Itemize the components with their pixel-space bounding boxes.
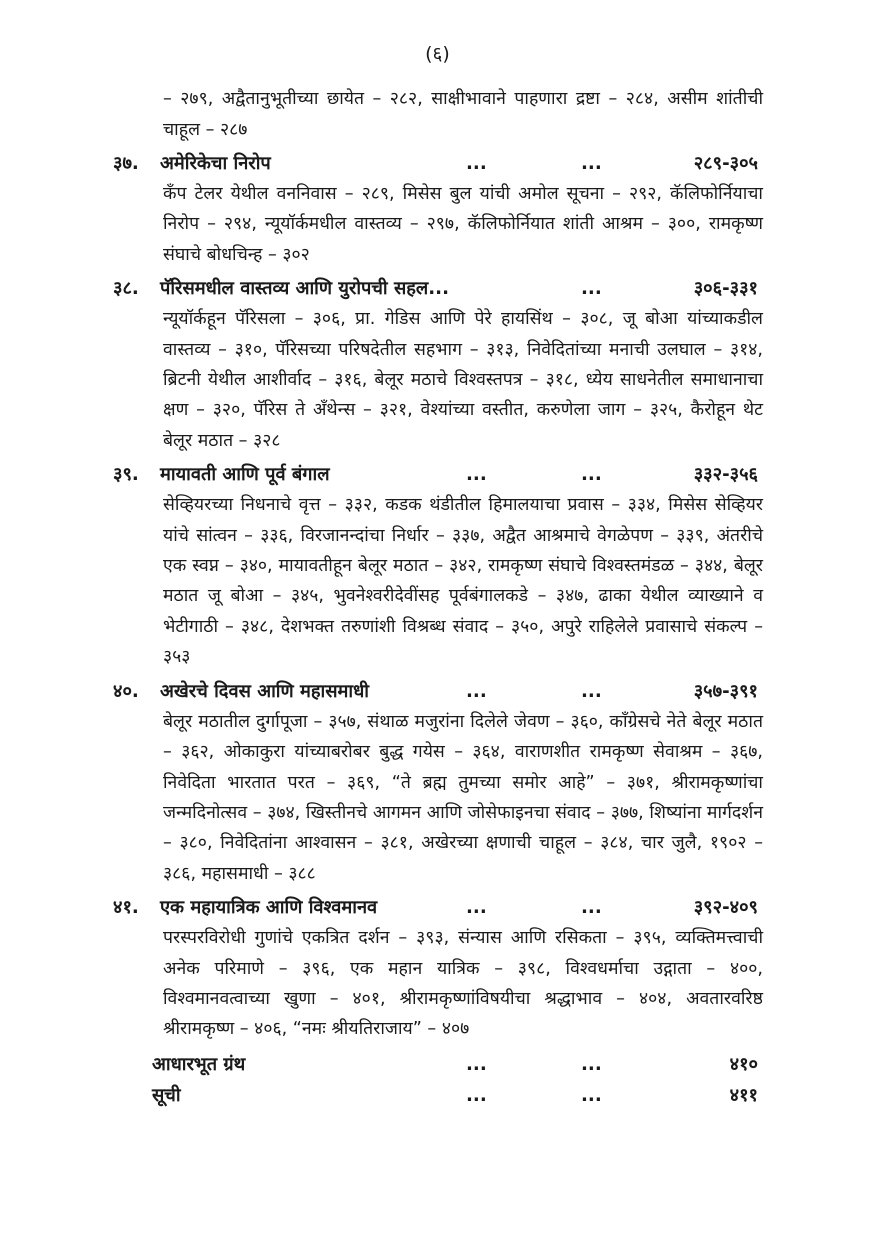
- leader-dots: ...: [466, 1084, 487, 1106]
- chapter-title: एक महायात्रिक आणि विश्वमानव: [160, 897, 378, 919]
- chapter-title: मायावती आणि पूर्व बंगाल: [160, 464, 330, 486]
- chapter-heading: [0, 460, 875, 490]
- chapter-37: [0, 149, 875, 270]
- chapter-heading: [0, 274, 875, 304]
- continuation-text: – २७९, अद्वैतानुभूतीच्या छायेत – २८२, साक्षीभावाने पाहणारा द्रष्टा – २८४, असीम शांतीची चाहूल – २८७: [163, 89, 763, 140]
- chapter-topics: परस्परविरोधी गुणांचे एकत्रित दर्शन – ३९३, संन्यास आणि रसिकता – ३९५, व्यक्तिमत्त्वाची अनेक परिमाणे – ३९६, एक महान यात्रिक – ३९८, विश्वधर्माचा उद्गाता – ४००, विश्वमानवत्वाच्या खुणा – ४०१, श्रीरामकृष्णांविषयीचा श्रद्धाभाव – ४०४, अवतारवरिष्ठ श्रीरामकृष्ण – ४०६, “नमः श्रीयतिराजाय” – ४०७: [163, 928, 763, 1040]
- chapter-title: पॅरिसमधील वास्तव्य आणि युरोपची सहल...: [160, 278, 449, 300]
- leader-dots: ...: [581, 1053, 602, 1075]
- chapter-heading: [0, 677, 875, 707]
- leader-dots: ...: [581, 680, 602, 702]
- chapter-number: ३७.: [113, 153, 139, 174]
- bibliography-entry: [0, 1049, 875, 1080]
- leader-dots: ...: [581, 464, 602, 486]
- entry-label: सूची: [152, 1084, 181, 1106]
- table-of-contents: [0, 84, 875, 1111]
- entry-pages: ४१०: [729, 1053, 758, 1075]
- chapter-pages: ३०६-३३१: [693, 278, 758, 300]
- chapter-38: [0, 274, 875, 456]
- chapter-number: ४०.: [113, 680, 139, 702]
- chapter-pages: ३३२-३५६: [693, 464, 758, 486]
- leader-dots: ...: [581, 1084, 602, 1106]
- chapter-topics: न्यूयॉर्कहून पॅरिसला – ३०६, प्रा. गेडिस आणि पेरे हायसिंथ – ३०८, जू बोआ यांच्याकडील वास्तव्य – ३१०, पॅरिसच्या परिषदेतील सहभाग – ३१३, निवेदितांच्या मनाची उलघाल – ३१४, ब्रिटनी येथील आशीर्वाद – ३१६, बेलूर मठाचे विश्वस्तपत्र – ३१८, ध्येय साधनेतील समाधानाचा क्षण – ३२०, पॅरिस ते अँथेन्स – ३२१, वेश्यांच्या वस्तीत, करुणेला जाग – ३२५, कैरोहून थेट बेलूर मठात – ३२८: [163, 309, 763, 451]
- leader-dots: ...: [466, 464, 487, 486]
- chapter-40: [0, 677, 875, 889]
- leader-dots: ...: [581, 153, 602, 174]
- chapter-number: ४१.: [113, 897, 139, 919]
- leader-dots: ...: [581, 897, 602, 919]
- page-number: (६): [425, 43, 450, 65]
- chapter-pages: ३९२-४०९: [693, 897, 758, 919]
- leader-dots: ...: [466, 1053, 487, 1075]
- index-entry: [0, 1080, 875, 1111]
- chapter-title: अखेरचे दिवस आणि महासमाधी: [160, 680, 370, 702]
- chapter-heading: [0, 893, 875, 923]
- chapter-heading: [0, 149, 875, 179]
- chapter-topics: कँप टेलर येथील वननिवास – २८९, मिसेस बुल यांची अमोल सूचना – २९२, कॅलिफोर्नियाचा निरोप – २९४, न्यूयॉर्कमधील वास्तव्य – २९७, कॅलिफोर्नियात शांती आश्रम – ३००, रामकृष्ण संघाचे बोधचिन्ह – ३०२: [163, 184, 763, 265]
- chapter-number: ३९.: [113, 464, 139, 486]
- chapter-pages: २८९-३०५: [693, 153, 758, 174]
- leader-dots: ...: [466, 897, 487, 919]
- leader-dots: ...: [581, 278, 602, 300]
- entry-pages: ४११: [729, 1084, 758, 1106]
- chapter-number: ३८.: [113, 278, 139, 300]
- entry-label: आधारभूत ग्रंथ: [152, 1053, 246, 1075]
- chapter-39: [0, 460, 875, 672]
- chapter-topics: सेव्हियरच्या निधनाचे वृत्त – ३३२, कडक थंडीतील हिमालयाचा प्रवास – ३३४, मिसेस सेव्हियर यांचे सांत्वन – ३३६, विरजानन्दांचा निर्धार – ३३७, अद्वैत आश्रमाचे वेगळेपण – ३३९, अंतरीचे एक स्वप्न – ३४०, मायावतीहून बेलूर मठात – ३४२, रामकृष्ण संघाचे विश्वस्तमंडळ – ३४४, बेलूर मठात जू बोआ – ३४५, भुवनेश्वरीदेवींसह पूर्वबंगालकडे – ३४७, ढाका येथील व्याख्याने व भेटीगाठी – ३४८, देशभक्त तरुणांशी विश्रब्ध संवाद – ३५०, अपुरे राहिलेले प्रवासाचे संकल्प – ३५३: [163, 495, 763, 668]
- chapter-41: [0, 893, 875, 1045]
- leader-dots: ...: [466, 680, 487, 702]
- leader-dots: ...: [466, 153, 487, 174]
- chapter-title: अमेरिकेचा निरोप: [160, 153, 271, 174]
- chapter-topics: बेलूर मठातील दुर्गापूजा – ३५७, संथाळ मजुरांना दिलेले जेवण – ३६०, काँग्रेसचे नेते बेलूर मठात – ३६२, ओकाकुरा यांच्याबरोबर बुद्ध गयेस – ३६४, वाराणशीत रामकृष्ण सेवाश्रम – ३६७, निवेदिता भारतात परत – ३६९, “ते ब्रह्म तुमच्या समोर आहे” – ३७१, श्रीरामकृष्णांचा जन्मदिनोत्सव – ३७४, खिस्तीनचे आगमन आणि जोसेफाइनचा संवाद – ३७७, शिष्यांना मार्गदर्शन – ३८०, निवेदितांना आश्वासन – ३८१, अखेरच्या क्षणाची चाहूल – ३८४, चार जुलै, १९०२ – ३८६, महासमाधी – ३८८: [163, 711, 763, 884]
- chapter-pages: ३५७-३९१: [693, 680, 758, 702]
